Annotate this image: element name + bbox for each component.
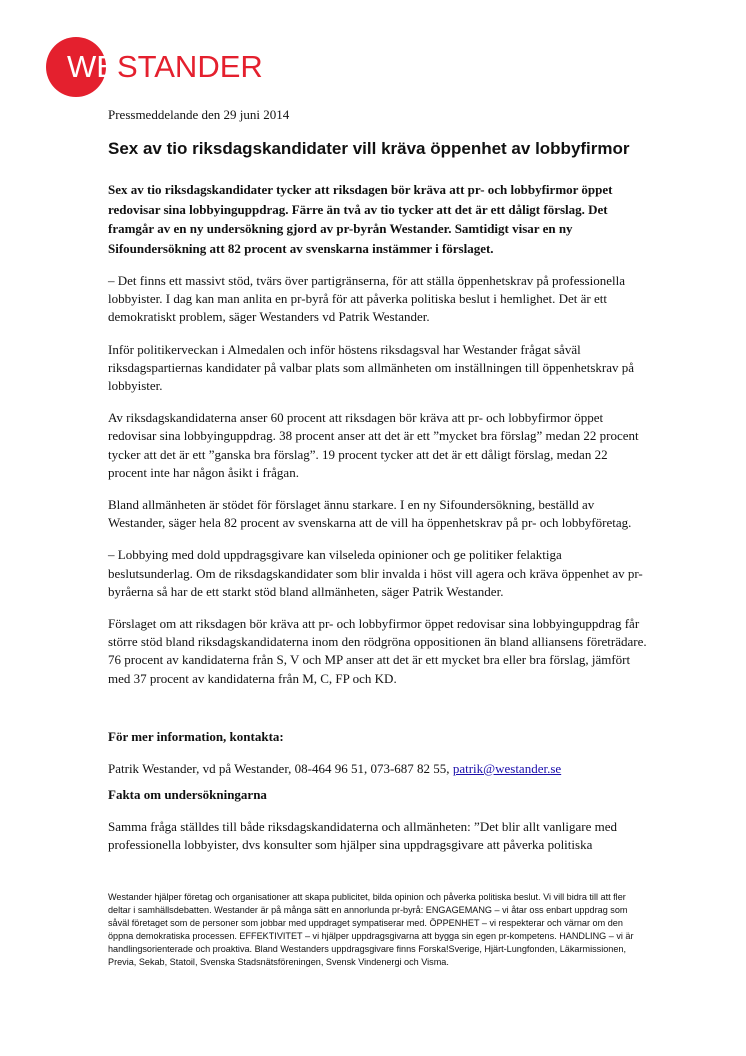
logo-wordmark	[67, 49, 263, 85]
body-paragraph-4: Bland allmänheten är stödet för förslaget ännu starkare. I en ny Sifoundersökning, beställd av Westander, säger hela 82 procent av svenskarna att de vill ha öppenhetskrav på pr- och lobbyföretag.	[108, 497, 632, 531]
body-paragraph-6: Förslaget om att riksdagen bör kräva att pr- och lobbyfirmor öppet redovisar sina lobbyinguppdrag får större stöd bland riksdagskandidaterna inom den rödgröna oppositionen än bland alliansens företrädare. 76 procent av kandidaterna från S, V och MP anser att det är ett mycket bra eller bra förslag, jämfört med 37 procent av kandidaterna från M, C, FP och KD.	[108, 616, 647, 686]
logo-text-rest: STANDER	[116, 49, 263, 84]
body-paragraph-5: – Lobbying med dold uppdragsgivare kan vilseleda opinioner och ge politiker felaktiga beslutsunderlag. Om de riksdagskandidater som blir invalda i höst vill agera och kräva öppenhet av pr-byråerna så har de ett starkt stöd bland allmänheten, säger Patrik Westander.	[108, 547, 643, 599]
contact-email-link[interactable]: patrik@westander.se	[452, 760, 562, 776]
logo-text-we: WE	[67, 49, 117, 84]
contact-details: Patrik Westander, vd på Westander, 08-464 96 51, 073-687 82 55,	[108, 760, 453, 776]
facts-paragraph: Samma fråga ställdes till både riksdagskandidaterna och allmänheten: ”Det blir allt vanligare med professionella lobbyister, dvs konsulter som hjälper sina uppdragsgivare att påverka politiska	[108, 818, 617, 853]
lead-paragraph: Sex av tio riksdagskandidater tycker att riksdagen bör kräva att pr- och lobbyfirmor öppet redovisar sina lobbyinguppdrag. Färre än två av tio tycker att det är ett dåligt förslag. Det framgår av en ny undersökning gjord av pr-byrån Westander. Samtidigt visar en ny Sifoundersökning att 82 procent av svenskarna instämmer i förslaget.	[108, 182, 613, 256]
press-release-body	[108, 106, 648, 854]
body-paragraph-3: Av riksdagskandidaterna anser 60 procent att riksdagen bör kräva att pr- och lobbyfirmor öppet redovisar sina lobbyinguppdrag. 38 procent anser att det är ett ”mycket bra förslag” medan 22 procent tycker att det är ett ”ganska bra förslag”. 19 procent tycker att det är ett dåligt förslag, medan 22 procent inte har någon åsikt i frågan.	[108, 410, 639, 480]
headline: Sex av tio riksdagskandidater vill kräva öppenhet av lobbyfirmor	[108, 139, 630, 158]
company-footer: Westander hjälper företag och organisationer att skapa publicitet, bilda opinion och påverka politiska beslut. Vi vill bidra till att fler deltar i samhällsdebatten. Westander är på många sätt en annorlunda pr-byrå: ENGAGEMANG – vi åtar oss enbart uppdrag som såväl företaget som de personer som jobbar med uppdraget sympatiserar med. ÖPPENHET – vi respekterar och värnar om den öppna demokratiska processen. EFFEKTIVITET – vi hjälper uppdragsgivarna att bygga sin egen pr-kompetens. HANDLING – vi är handlingsorienterade och proaktiva. Bland Westanders uppdragsgivare finns Forska!Sverige, Hjärt-Lungfonden, Läkarmissionen, Previa, Sekab, Statoil, Svenska Stadsnätsföreningen, Svensk Vindenergi och Visma.	[108, 892, 634, 968]
dateline: Pressmeddelande den 29 juni 2014	[108, 107, 290, 122]
body-paragraph-1: – Det finns ett massivt stöd, tvärs över partigränserna, för att ställa öppenhetskrav på professionella lobbyister. I dag kan man anlita en pr-byrå för att påverka politiska beslut i hemlighet. Det är ett demokratiskt problem, säger Westanders vd Patrik Westander.	[108, 273, 625, 325]
facts-heading: Fakta om undersökningarna	[108, 786, 267, 802]
westander-logo	[46, 37, 263, 97]
body-paragraph-2: Inför politikerveckan i Almedalen och inför höstens riksdagsval har Westander frågat såväl riksdagspartiernas kandidater på valbar plats som allmänheten om inställningen till öppenhetskrav på lobbyister.	[108, 341, 634, 394]
contact-line	[108, 760, 648, 778]
contact-heading: För mer information, kontakta:	[108, 728, 284, 744]
